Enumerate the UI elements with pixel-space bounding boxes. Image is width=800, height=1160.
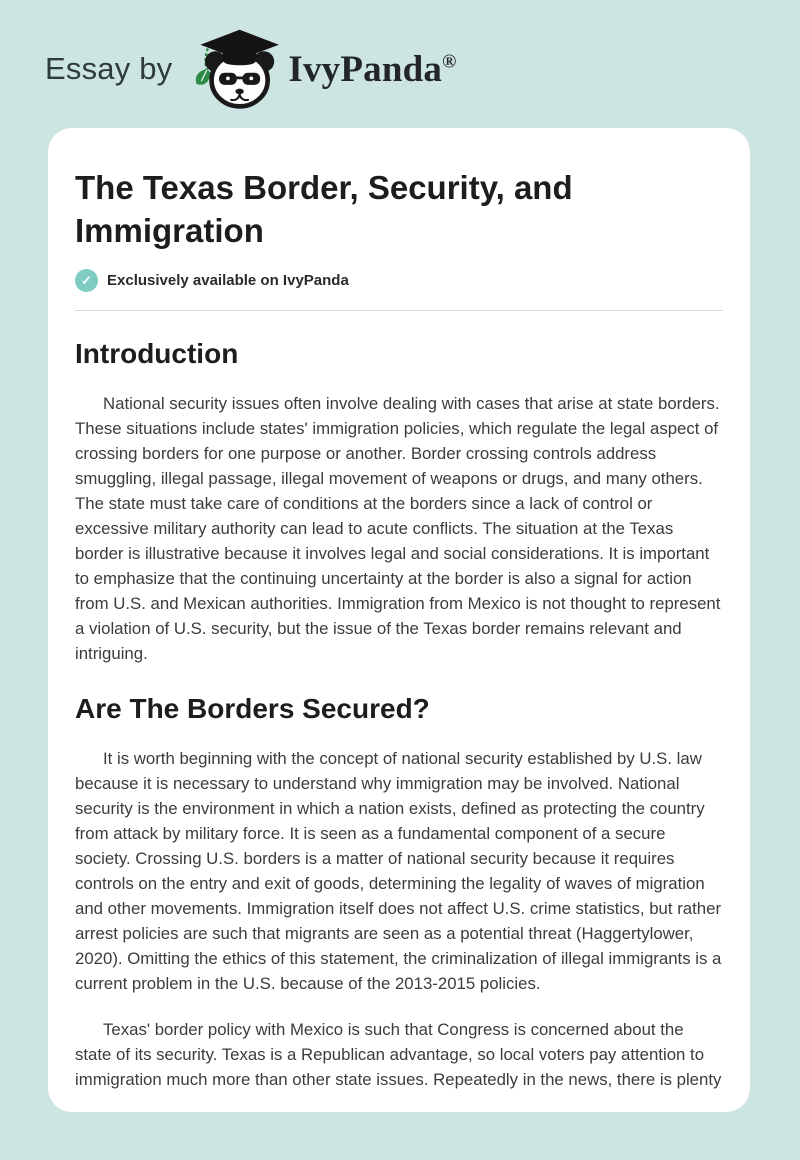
section-heading-introduction: Introduction bbox=[75, 338, 239, 369]
registered-trademark-symbol: ® bbox=[442, 51, 457, 73]
brand-text: IvyPanda bbox=[288, 48, 443, 90]
section-introduction bbox=[75, 338, 723, 666]
divider bbox=[75, 310, 723, 311]
paragraph: It is worth beginning with the concept of national security established by U.S. law because it is necessary to understand why immigration may be involved. National security is the environment in which a nation exists, defined as protecting the country from attack by military force. It is seen as a fundamental component of a secure society. Crossing U.S. borders is a matter of national security because it requires controls on the entry and exit of goods, determining the legality of waves of migration and other movements. Immigration itself does not affect U.S. crime statistics, but rather arrest policies are such that migrants are seen as a potential threat (Haggertylower, 2020). Omitting the ethics of this statement, the criminalization of illegal immigrants is a current problem in the U.S. because of the 2013-2015 policies. bbox=[75, 749, 722, 993]
essay-card bbox=[48, 128, 750, 1112]
section-are-the-borders-secured bbox=[75, 693, 723, 1092]
paragraph: Texas' border policy with Mexico is such that Congress is concerned about the state of its security. Texas is a Republican advantage, so local voters pay attention to immigration much more than other state issues. Repeatedly in the news, there is plenty bbox=[75, 1020, 722, 1089]
exclusive-badge-label: Exclusively available on IvyPanda bbox=[107, 272, 349, 289]
page-header bbox=[0, 0, 800, 112]
section-heading-borders-secured: Are The Borders Secured? bbox=[75, 693, 430, 724]
check-circle-icon: ✓ bbox=[75, 269, 98, 292]
essay-title: The Texas Border, Security, and Immigration bbox=[75, 169, 573, 249]
ivypanda-panda-logo-icon bbox=[186, 26, 282, 112]
exclusive-badge bbox=[75, 269, 723, 292]
paragraph: National security issues often involve dealing with cases that arise at state borders. These situations include states' immigration policies, which regulate the legal aspect of crossing borders for one purpose or another. Border crossing controls address smuggling, illegal passage, illegal movement of weapons or drugs, and many others. The state must take care of conditions at the borders since a lack of control or excessive military authority can lead to acute conflicts. The situation at the Texas border is illustrative because it involves legal and social considerations. It is important to emphasize that the continuing uncertainty at the border is also a signal for action from U.S. and Mexican authorities. Immigration from Mexico is not thought to represent a violation of U.S. security, but the issue of the Texas border remains relevant and intriguing. bbox=[75, 394, 721, 663]
essay-by-label: Essay by bbox=[45, 51, 173, 86]
brand-name bbox=[288, 48, 456, 91]
